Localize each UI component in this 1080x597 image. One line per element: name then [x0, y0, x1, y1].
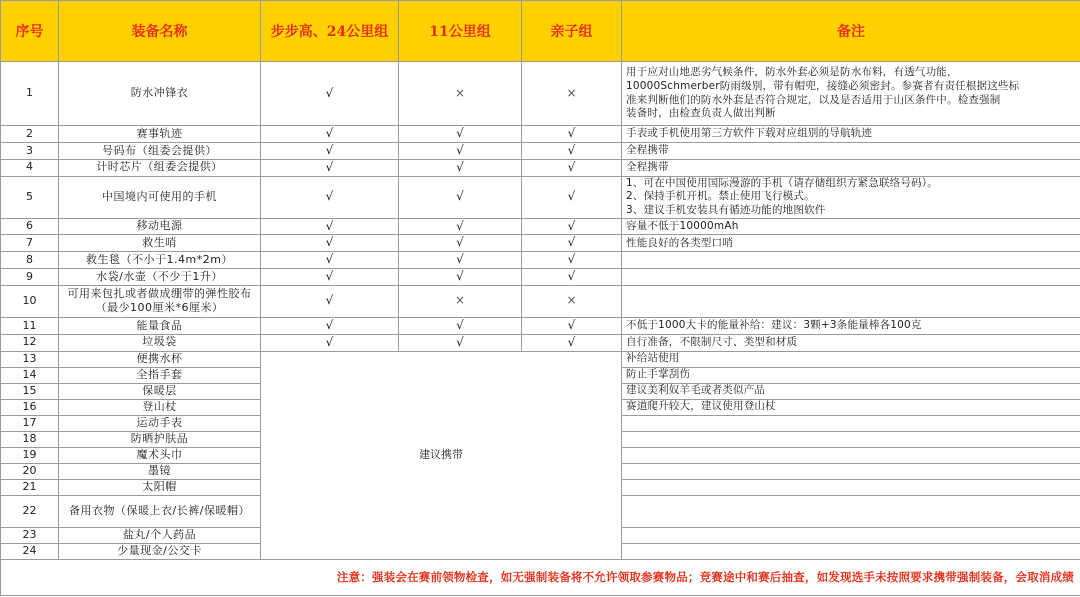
not-required-mark: × [522, 285, 622, 317]
required-mark: √ [522, 176, 622, 218]
required-mark: √ [261, 334, 399, 351]
equipment-name: 魔术头巾 [59, 447, 261, 463]
required-mark: √ [399, 252, 522, 269]
remarks-line: 全程携带 [626, 160, 669, 173]
equipment-name: 中国境内可使用的手机 [59, 176, 261, 218]
remarks-cell [622, 218, 1080, 235]
row-index: 9 [1, 269, 59, 286]
remarks-line: 准来判断他们的防水外套是否符合规定，以及是否适用于山区条件中。检查强制 [626, 93, 1001, 106]
row-index: 5 [1, 176, 59, 218]
remarks-cell [622, 159, 1080, 176]
remarks-cell [622, 62, 1080, 126]
table-row [1, 285, 1080, 317]
equipment-name: 运动手表 [59, 415, 261, 431]
required-mark: √ [399, 143, 522, 160]
remarks-cell [622, 431, 1080, 447]
equipment-name: 赛事轨迹 [59, 126, 261, 143]
equipment-name: 水袋/水壶（不少于1升） [59, 269, 261, 286]
table-row [1, 218, 1080, 235]
remarks-cell [622, 495, 1080, 527]
required-mark: √ [522, 334, 622, 351]
row-index: 24 [1, 543, 59, 559]
table-row [1, 317, 1080, 334]
remarks-cell [622, 479, 1080, 495]
table-row [1, 143, 1080, 160]
remarks-cell [622, 143, 1080, 160]
remarks-cell [622, 334, 1080, 351]
equipment-name: 登山杖 [59, 399, 261, 415]
remarks-line: 10000Schmerber防雨级别，带有帽兜，接缝必须密封。参赛者有责任根据这些标 [626, 79, 1020, 92]
table-row [1, 159, 1080, 176]
remarks-line: 容量不低于10000mAh [626, 219, 739, 232]
required-mark: √ [261, 269, 399, 286]
required-mark: √ [522, 218, 622, 235]
remarks-cell [622, 367, 1080, 383]
footer-row [1, 559, 1080, 595]
remarks-cell [622, 527, 1080, 543]
required-mark: √ [261, 126, 399, 143]
remarks-cell [622, 447, 1080, 463]
required-mark: √ [261, 235, 399, 252]
header-index: 序号 [1, 1, 59, 62]
remarks-cell [622, 383, 1080, 399]
remarks-cell [622, 399, 1080, 415]
required-mark: √ [522, 252, 622, 269]
row-index: 23 [1, 527, 59, 543]
row-index: 10 [1, 285, 59, 317]
equipment-name: 太阳帽 [59, 479, 261, 495]
required-mark: √ [261, 317, 399, 334]
required-mark: √ [522, 235, 622, 252]
row-index: 16 [1, 399, 59, 415]
header-remarks: 备注 [622, 1, 1080, 62]
footer-note: 注意：强装会在赛前领物检查，如无强制装备将不允许领取参赛物品；竞赛途中和赛后抽查，如发现选手未按照要求携带强制装备，会取消成绩 [1, 559, 1080, 595]
required-mark: √ [399, 269, 522, 286]
remarks-cell [622, 126, 1080, 143]
table-row [1, 62, 1080, 126]
required-mark: √ [261, 159, 399, 176]
required-mark: √ [399, 235, 522, 252]
remarks-line: 性能良好的各类型口哨 [626, 236, 733, 249]
remarks-cell [622, 252, 1080, 269]
row-index: 15 [1, 383, 59, 399]
required-mark: √ [399, 334, 522, 351]
remarks-cell [622, 269, 1080, 286]
required-mark: √ [261, 176, 399, 218]
equipment-name: 救生毯（不小于1.4m*2m） [59, 252, 261, 269]
table-row [1, 126, 1080, 143]
table-row [1, 269, 1080, 286]
equipment-name: 全指手套 [59, 367, 261, 383]
row-index: 7 [1, 235, 59, 252]
equipment-name: 少量现金/公交卡 [59, 543, 261, 559]
remarks-cell [622, 351, 1080, 367]
not-required-mark: × [399, 285, 522, 317]
equipment-name: 计时芯片（组委会提供） [59, 159, 261, 176]
remarks-line: 不低于1000大卡的能量补给：建议：3颗+3条能量棒各100克 [626, 318, 922, 331]
row-index: 2 [1, 126, 59, 143]
not-required-mark: × [399, 62, 522, 126]
remarks-line: 防止手掌刮伤 [626, 368, 691, 381]
row-index: 3 [1, 143, 59, 160]
remarks-cell [622, 285, 1080, 317]
equipment-name: 防水冲锋衣 [59, 62, 261, 126]
equipment-name: 能量食品 [59, 317, 261, 334]
required-mark: √ [399, 159, 522, 176]
row-index: 6 [1, 218, 59, 235]
row-index: 19 [1, 447, 59, 463]
row-index: 13 [1, 351, 59, 367]
required-mark: √ [399, 218, 522, 235]
header-group-family: 亲子组 [522, 1, 622, 62]
row-index: 17 [1, 415, 59, 431]
header-row [1, 1, 1080, 62]
required-mark: √ [261, 218, 399, 235]
table-row [1, 235, 1080, 252]
row-index: 22 [1, 495, 59, 527]
table-row [1, 176, 1080, 218]
recommended-cell: 建议携带 [261, 351, 622, 559]
equipment-name: 号码布（组委会提供） [59, 143, 261, 160]
equipment-name: 移动电源 [59, 218, 261, 235]
row-index: 20 [1, 463, 59, 479]
row-index: 12 [1, 334, 59, 351]
required-mark: √ [399, 126, 522, 143]
required-mark: √ [261, 143, 399, 160]
remarks-line: 自行准备，不限制尺寸、类型和材质 [626, 335, 798, 348]
row-index: 14 [1, 367, 59, 383]
equipment-name: 便携水杯 [59, 351, 261, 367]
not-required-mark: × [522, 62, 622, 126]
header-equipment-name: 装备名称 [59, 1, 261, 62]
remarks-line: 1、可在中国使用国际漫游的手机（请存储组织方紧急联络号码）。 [626, 176, 938, 189]
remarks-line: 全程携带 [626, 144, 669, 157]
required-mark: √ [261, 62, 399, 126]
remarks-line: 用于应对山地恶劣气候条件，防水外套必须是防水布料，有透气功能， [626, 66, 958, 79]
equipment-name: 保暖层 [59, 383, 261, 399]
equipment-name: 墨镜 [59, 463, 261, 479]
required-mark: √ [522, 269, 622, 286]
remarks-line: 建议美利奴羊毛或者类似产品 [626, 384, 766, 397]
row-index: 1 [1, 62, 59, 126]
remarks-cell [622, 463, 1080, 479]
row-index: 18 [1, 431, 59, 447]
remarks-cell [622, 176, 1080, 218]
row-index: 8 [1, 252, 59, 269]
required-mark: √ [399, 176, 522, 218]
required-mark: √ [261, 285, 399, 317]
remarks-cell [622, 543, 1080, 559]
equipment-name: 救生哨 [59, 235, 261, 252]
equipment-name: 备用衣物（保暖上衣/长裤/保暖帽） [59, 495, 261, 527]
remarks-line: 手表或手机使用第三方软件下载对应组别的导航轨迹 [626, 127, 873, 140]
row-index: 11 [1, 317, 59, 334]
header-group-11km: 11公里组 [399, 1, 522, 62]
remarks-line: 3、建议手机安装具有循迹功能的地图软件 [626, 203, 826, 216]
table-body [1, 62, 1080, 560]
required-mark: √ [522, 159, 622, 176]
equipment-name: 防晒护肤品 [59, 431, 261, 447]
table-row [1, 334, 1080, 351]
required-mark: √ [522, 317, 622, 334]
required-mark: √ [399, 317, 522, 334]
equipment-name: 可用来包扎或者做成绷带的弹性胶布（最少100厘米*6厘米） [59, 285, 261, 317]
required-mark: √ [261, 252, 399, 269]
equipment-name: 垃圾袋 [59, 334, 261, 351]
required-mark: √ [522, 143, 622, 160]
table-row [1, 252, 1080, 269]
table-row [1, 351, 1080, 367]
row-index: 4 [1, 159, 59, 176]
row-index: 21 [1, 479, 59, 495]
header-group-24km: 步步高、24公里组 [261, 1, 399, 62]
remarks-cell [622, 317, 1080, 334]
remarks-line: 补给站使用 [626, 352, 680, 365]
remarks-line: 2、保持手机开机。禁止使用飞行模式。 [626, 190, 815, 203]
remarks-line: 赛道爬升较大，建议使用登山杖 [626, 400, 776, 413]
remarks-cell [622, 235, 1080, 252]
remarks-line: 装备时，由检查负责人做出判断 [626, 107, 776, 120]
equipment-name: 盐丸/个人药品 [59, 527, 261, 543]
required-mark: √ [522, 126, 622, 143]
remarks-cell [622, 415, 1080, 431]
